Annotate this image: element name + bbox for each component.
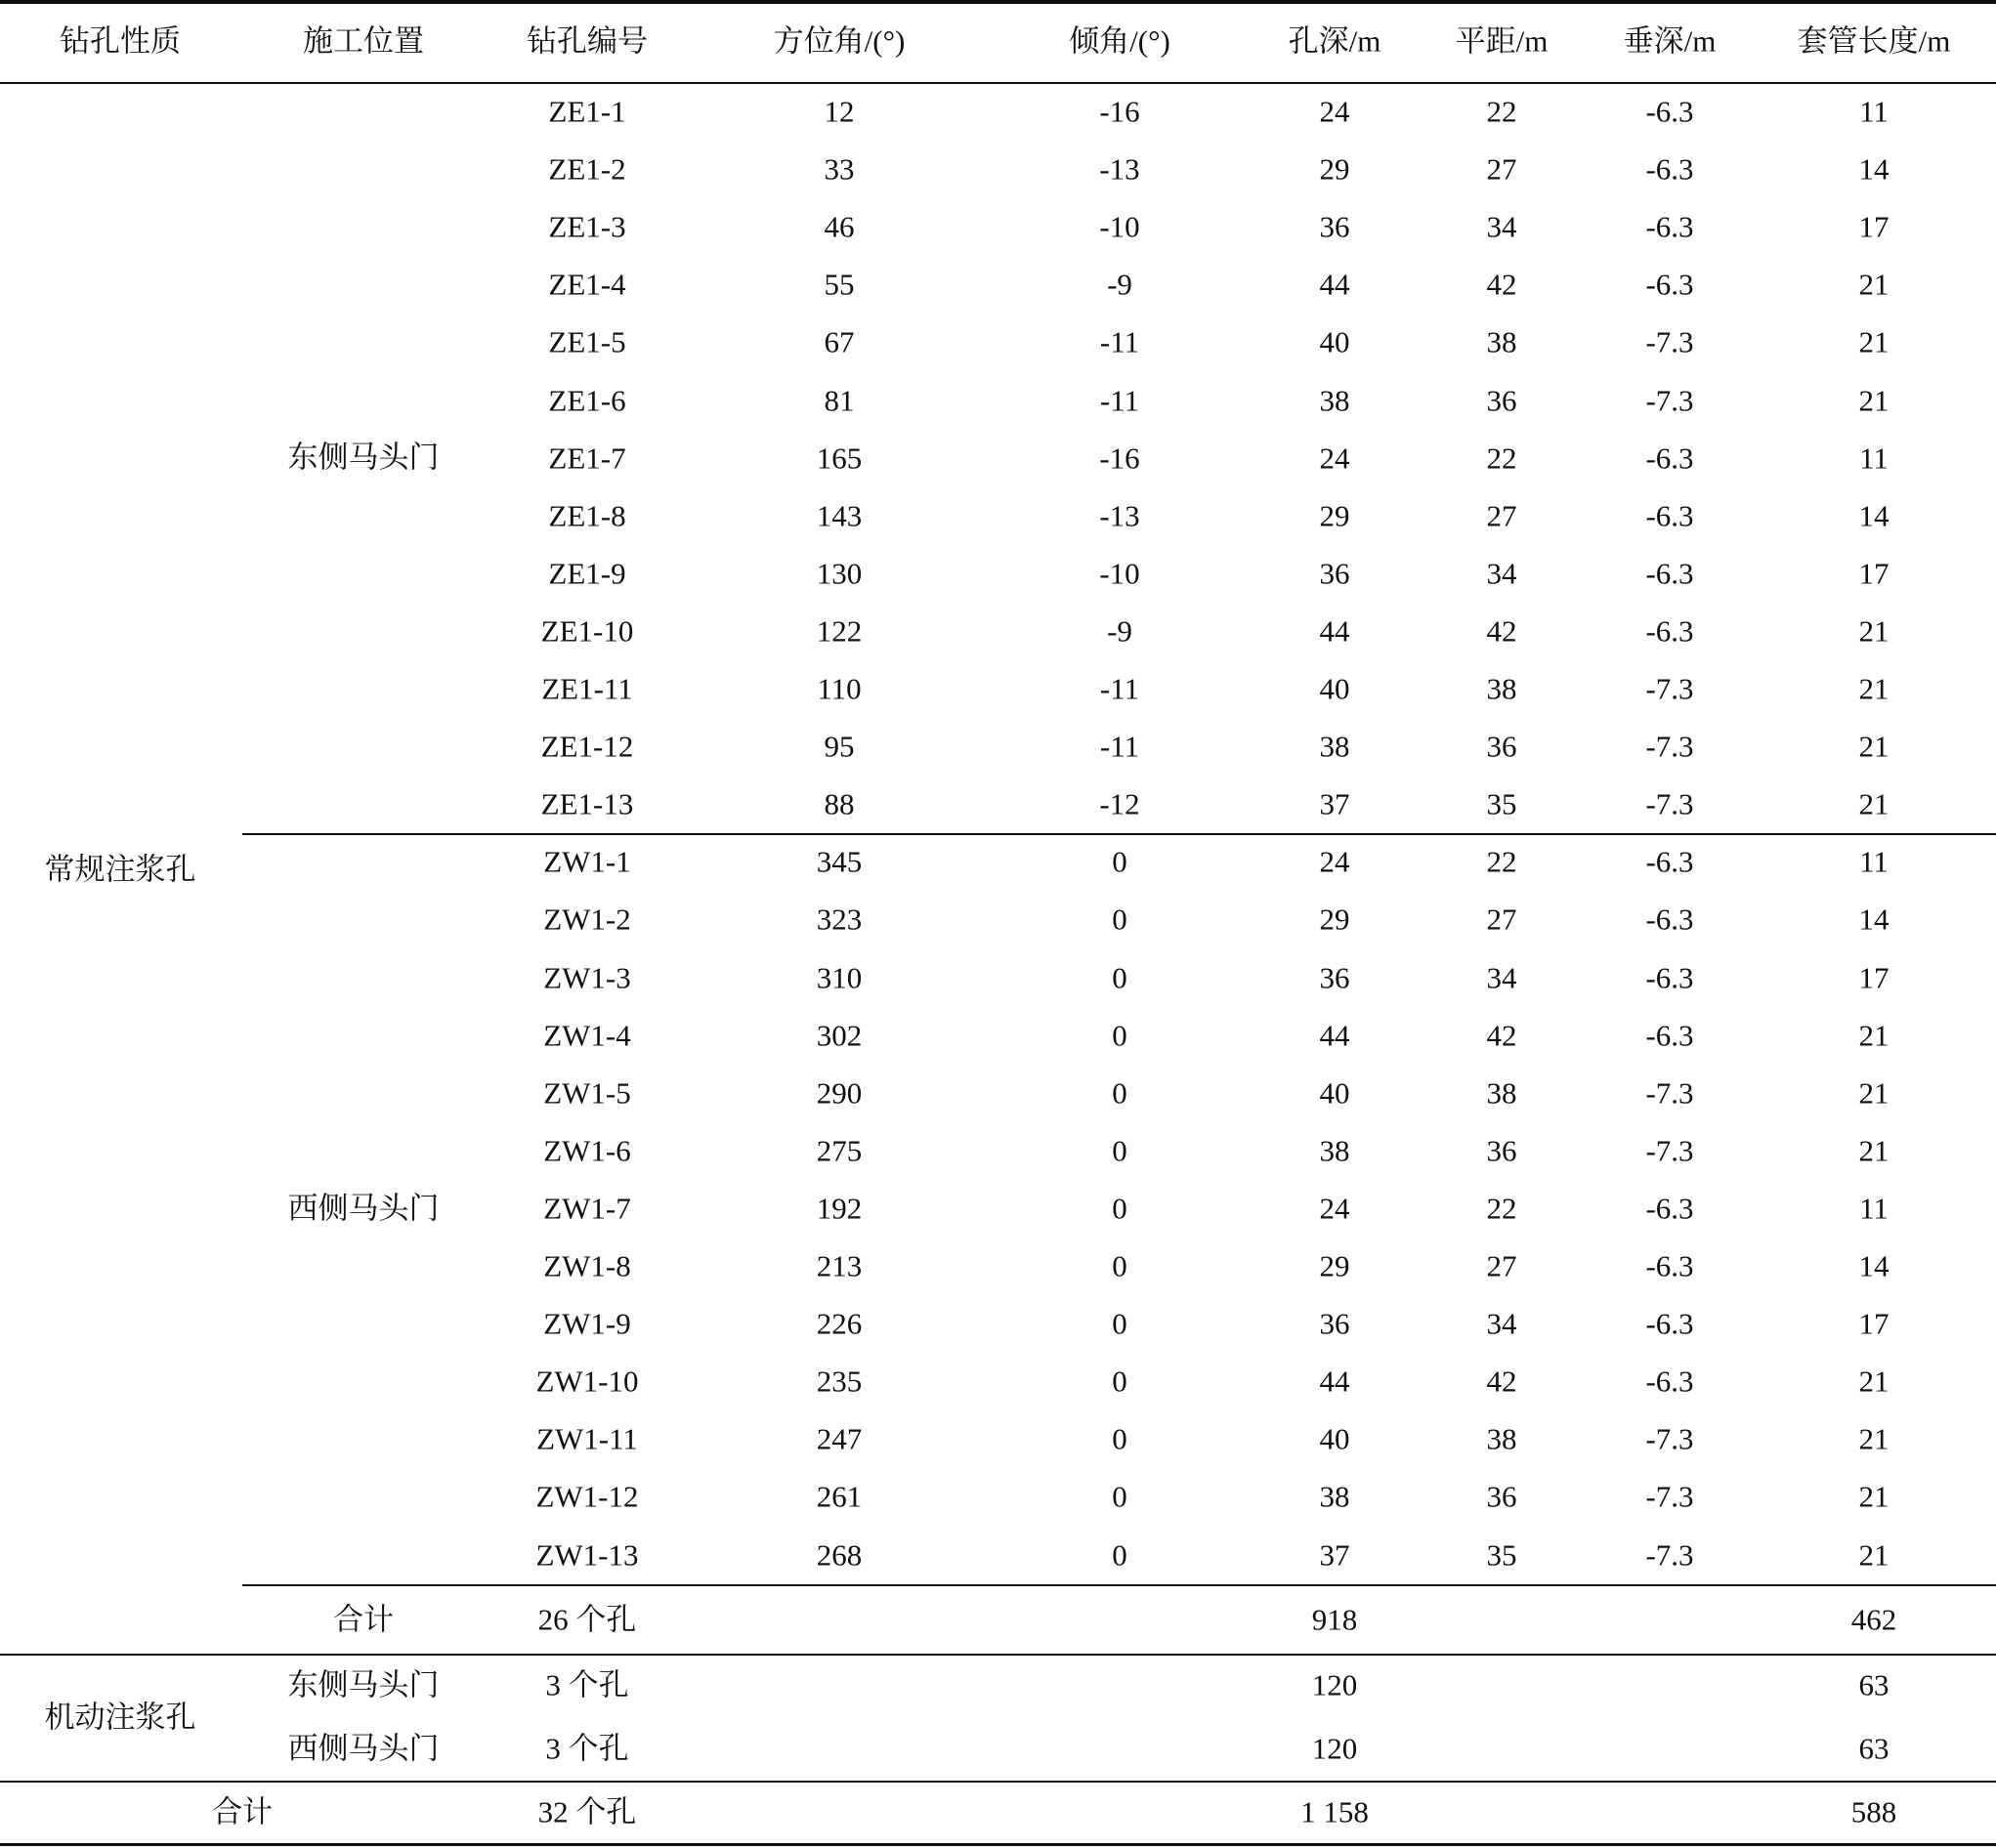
mobile-depth: 120 — [1311, 1667, 1358, 1702]
east-row-hole-id: ZE1-6 — [548, 383, 626, 417]
west-row-horizontal-distance: 42 — [1486, 1364, 1517, 1399]
mobile-hole-count: 3 个孔 — [545, 1667, 629, 1702]
subtotal-casing: 462 — [1850, 1602, 1897, 1637]
west-row-hole-depth: 24 — [1319, 1191, 1350, 1226]
east-west-divider — [242, 833, 1996, 835]
east-location-label: 东侧马头门 — [287, 440, 440, 475]
east-row-casing-length: 17 — [1858, 556, 1890, 591]
east-row-hole-id: ZE1-12 — [540, 729, 634, 764]
east-row-vertical-depth: -7.3 — [1645, 324, 1694, 359]
east-row-dip: -9 — [1107, 613, 1132, 649]
west-row-vertical-depth: -6.3 — [1645, 902, 1694, 937]
east-row-casing-length: 21 — [1858, 671, 1890, 706]
west-row-hole-id: ZW1-3 — [543, 960, 631, 994]
west-row-horizontal-distance: 27 — [1486, 902, 1517, 937]
west-row-azimuth: 290 — [816, 1075, 863, 1111]
west-row-horizontal-distance: 35 — [1486, 1537, 1517, 1572]
east-row-horizontal-distance: 35 — [1486, 786, 1517, 821]
west-row-hole-id: ZW1-10 — [535, 1364, 639, 1399]
mobile-location: 西侧马头门 — [287, 1731, 440, 1766]
east-row-dip: -12 — [1099, 786, 1140, 821]
east-row-casing-length: 11 — [1859, 94, 1889, 129]
conventional-group-label: 常规注浆孔 — [44, 852, 196, 887]
west-row-dip: 0 — [1112, 902, 1127, 937]
west-row-hole-id: ZW1-12 — [535, 1479, 639, 1514]
east-row-hole-id: ZE1-8 — [548, 498, 626, 533]
east-row-horizontal-distance: 22 — [1486, 94, 1517, 129]
header-cell: 平距/m — [1455, 23, 1549, 59]
west-row-casing-length: 17 — [1858, 960, 1890, 994]
east-row-dip: -9 — [1107, 267, 1132, 302]
east-row-dip: -11 — [1099, 324, 1140, 359]
total-casing: 588 — [1850, 1794, 1897, 1829]
east-row-vertical-depth: -7.3 — [1645, 383, 1694, 417]
east-row-hole-depth: 40 — [1319, 324, 1350, 359]
west-row-casing-length: 17 — [1858, 1306, 1890, 1341]
west-row-azimuth: 213 — [816, 1248, 863, 1283]
east-row-horizontal-distance: 22 — [1486, 441, 1517, 476]
west-row-vertical-depth: -6.3 — [1645, 1364, 1694, 1399]
east-row-dip: -11 — [1099, 729, 1140, 764]
west-row-vertical-depth: -7.3 — [1645, 1133, 1694, 1168]
east-row-azimuth: 12 — [824, 94, 855, 129]
east-row-horizontal-distance: 34 — [1486, 209, 1517, 244]
header-cell: 孔深/m — [1288, 23, 1381, 59]
total-depth: 1 158 — [1300, 1794, 1369, 1829]
west-row-hole-depth: 38 — [1319, 1133, 1350, 1168]
east-row-casing-length: 14 — [1858, 498, 1890, 533]
west-row-hole-depth: 36 — [1319, 960, 1350, 994]
west-row-dip: 0 — [1112, 1421, 1127, 1456]
mobile-location: 东侧马头门 — [287, 1667, 440, 1702]
mobile-group-rule — [0, 1654, 1996, 1656]
subtotal-label: 合计 — [333, 1602, 394, 1637]
header-cell: 方位角/(°) — [773, 23, 906, 59]
header-rule — [0, 82, 1996, 84]
east-row-horizontal-distance: 36 — [1486, 383, 1517, 417]
east-row-dip: -10 — [1099, 209, 1140, 244]
east-row-azimuth: 165 — [816, 441, 863, 476]
east-row-azimuth: 122 — [816, 613, 863, 649]
header-cell: 倾角/(°) — [1069, 23, 1170, 59]
west-row-azimuth: 235 — [816, 1364, 863, 1399]
west-row-casing-length: 21 — [1858, 1018, 1890, 1053]
east-row-vertical-depth: -6.3 — [1645, 498, 1694, 533]
east-row-horizontal-distance: 42 — [1486, 267, 1517, 302]
west-row-hole-depth: 36 — [1319, 1306, 1350, 1341]
subtotal-hole-count: 26 个孔 — [537, 1602, 637, 1637]
west-row-dip: 0 — [1112, 1306, 1127, 1341]
east-row-vertical-depth: -6.3 — [1645, 267, 1694, 302]
east-row-vertical-depth: -7.3 — [1645, 729, 1694, 764]
east-row-hole-depth: 24 — [1319, 94, 1350, 129]
west-row-azimuth: 302 — [816, 1018, 863, 1053]
west-row-casing-length: 21 — [1858, 1133, 1890, 1168]
west-row-vertical-depth: -6.3 — [1645, 1306, 1694, 1341]
west-row-azimuth: 226 — [816, 1306, 863, 1341]
west-row-horizontal-distance: 27 — [1486, 1248, 1517, 1283]
east-row-vertical-depth: -6.3 — [1645, 151, 1694, 187]
west-row-casing-length: 21 — [1858, 1364, 1890, 1399]
west-row-vertical-depth: -6.3 — [1645, 1191, 1694, 1226]
header-cell: 钻孔性质 — [60, 23, 181, 59]
east-row-azimuth: 130 — [816, 556, 863, 591]
west-row-vertical-depth: -7.3 — [1645, 1421, 1694, 1456]
east-row-dip: -16 — [1099, 441, 1140, 476]
east-row-vertical-depth: -6.3 — [1645, 94, 1694, 129]
east-row-vertical-depth: -7.3 — [1645, 671, 1694, 706]
west-row-horizontal-distance: 22 — [1486, 1191, 1517, 1226]
west-row-hole-depth: 38 — [1319, 1479, 1350, 1514]
east-row-azimuth: 143 — [816, 498, 863, 533]
east-row-hole-depth: 44 — [1319, 267, 1350, 302]
west-row-hole-id: ZW1-7 — [543, 1191, 631, 1226]
west-row-casing-length: 14 — [1858, 902, 1890, 937]
west-row-vertical-depth: -7.3 — [1645, 1075, 1694, 1111]
west-row-vertical-depth: -6.3 — [1645, 1018, 1694, 1053]
west-row-casing-length: 21 — [1858, 1537, 1890, 1572]
east-row-casing-length: 21 — [1858, 383, 1890, 417]
east-row-casing-length: 21 — [1858, 613, 1890, 649]
west-row-azimuth: 310 — [816, 960, 863, 994]
west-row-azimuth: 275 — [816, 1133, 863, 1168]
header-cell: 施工位置 — [303, 23, 424, 59]
east-row-azimuth: 33 — [824, 151, 855, 187]
east-row-hole-id: ZE1-5 — [548, 324, 626, 359]
west-row-azimuth: 247 — [816, 1421, 863, 1456]
header-cell: 钻孔编号 — [527, 23, 648, 59]
west-row-horizontal-distance: 42 — [1486, 1018, 1517, 1053]
west-row-vertical-depth: -7.3 — [1645, 1479, 1694, 1514]
mobile-casing: 63 — [1858, 1731, 1890, 1766]
subtotal-rule — [242, 1584, 1996, 1586]
east-row-hole-depth: 29 — [1319, 151, 1350, 187]
west-row-hole-id: ZW1-13 — [535, 1537, 639, 1572]
east-row-hole-depth: 36 — [1319, 209, 1350, 244]
total-rule — [0, 1781, 1996, 1783]
west-row-dip: 0 — [1112, 1133, 1127, 1168]
east-row-azimuth: 55 — [824, 267, 855, 302]
east-row-horizontal-distance: 34 — [1486, 556, 1517, 591]
west-row-azimuth: 323 — [816, 902, 863, 937]
west-row-horizontal-distance: 22 — [1486, 844, 1517, 879]
east-row-horizontal-distance: 27 — [1486, 498, 1517, 533]
west-row-dip: 0 — [1112, 960, 1127, 994]
east-row-azimuth: 46 — [824, 209, 855, 244]
west-row-dip: 0 — [1112, 1248, 1127, 1283]
west-row-azimuth: 192 — [816, 1191, 863, 1226]
west-row-dip: 0 — [1112, 1364, 1127, 1399]
west-row-horizontal-distance: 36 — [1486, 1133, 1517, 1168]
east-row-hole-depth: 44 — [1319, 613, 1350, 649]
total-hole-count: 32 个孔 — [537, 1794, 637, 1829]
east-row-hole-id: ZE1-3 — [548, 209, 626, 244]
west-row-dip: 0 — [1112, 1018, 1127, 1053]
west-row-hole-depth: 37 — [1319, 1537, 1350, 1572]
east-row-vertical-depth: -6.3 — [1645, 613, 1694, 649]
east-row-hole-depth: 29 — [1319, 498, 1350, 533]
east-row-azimuth: 95 — [824, 729, 855, 764]
west-row-hole-depth: 29 — [1319, 902, 1350, 937]
east-row-hole-id: ZE1-10 — [540, 613, 634, 649]
west-row-horizontal-distance: 36 — [1486, 1479, 1517, 1514]
east-row-casing-length: 17 — [1858, 209, 1890, 244]
west-row-hole-depth: 40 — [1319, 1075, 1350, 1111]
east-row-hole-depth: 37 — [1319, 786, 1350, 821]
west-location-label: 西侧马头门 — [287, 1191, 440, 1226]
east-row-dip: -16 — [1099, 94, 1140, 129]
west-row-hole-id: ZW1-1 — [543, 844, 631, 879]
west-row-casing-length: 21 — [1858, 1479, 1890, 1514]
west-row-horizontal-distance: 34 — [1486, 1306, 1517, 1341]
subtotal-depth: 918 — [1311, 1602, 1358, 1637]
east-row-hole-id: ZE1-1 — [548, 94, 626, 129]
east-row-horizontal-distance: 42 — [1486, 613, 1517, 649]
west-row-hole-id: ZW1-4 — [543, 1018, 631, 1053]
east-row-hole-id: ZE1-7 — [548, 441, 626, 476]
west-row-hole-id: ZW1-11 — [536, 1421, 638, 1456]
east-row-casing-length: 11 — [1859, 441, 1889, 476]
west-row-dip: 0 — [1112, 844, 1127, 879]
west-row-hole-depth: 40 — [1319, 1421, 1350, 1456]
west-row-hole-depth: 44 — [1319, 1018, 1350, 1053]
total-label: 合计 — [212, 1794, 273, 1829]
west-row-vertical-depth: -6.3 — [1645, 960, 1694, 994]
east-row-hole-depth: 40 — [1319, 671, 1350, 706]
east-row-casing-length: 21 — [1858, 729, 1890, 764]
east-row-casing-length: 21 — [1858, 267, 1890, 302]
west-row-dip: 0 — [1112, 1479, 1127, 1514]
west-row-horizontal-distance: 38 — [1486, 1421, 1517, 1456]
east-row-vertical-depth: -6.3 — [1645, 209, 1694, 244]
west-row-casing-length: 11 — [1859, 844, 1889, 879]
mobile-group-label: 机动注浆孔 — [44, 1700, 196, 1735]
east-row-hole-id: ZE1-13 — [540, 786, 634, 821]
east-row-casing-length: 14 — [1858, 151, 1890, 187]
east-row-hole-depth: 24 — [1319, 441, 1350, 476]
east-row-dip: -13 — [1099, 498, 1140, 533]
west-row-vertical-depth: -6.3 — [1645, 1248, 1694, 1283]
east-row-hole-depth: 36 — [1319, 556, 1350, 591]
mobile-casing: 63 — [1858, 1667, 1890, 1702]
west-row-dip: 0 — [1112, 1537, 1127, 1572]
west-row-vertical-depth: -6.3 — [1645, 844, 1694, 879]
east-row-dip: -13 — [1099, 151, 1140, 187]
east-row-horizontal-distance: 38 — [1486, 671, 1517, 706]
west-row-hole-depth: 24 — [1319, 844, 1350, 879]
east-row-horizontal-distance: 36 — [1486, 729, 1517, 764]
east-row-hole-depth: 38 — [1319, 729, 1350, 764]
east-row-dip: -10 — [1099, 556, 1140, 591]
west-row-casing-length: 21 — [1858, 1075, 1890, 1111]
table-bottom-rule — [0, 1843, 1996, 1846]
west-row-hole-id: ZW1-6 — [543, 1133, 631, 1168]
west-row-horizontal-distance: 38 — [1486, 1075, 1517, 1111]
east-row-vertical-depth: -7.3 — [1645, 786, 1694, 821]
east-row-dip: -11 — [1099, 671, 1140, 706]
west-row-dip: 0 — [1112, 1191, 1127, 1226]
west-row-horizontal-distance: 34 — [1486, 960, 1517, 994]
west-row-vertical-depth: -7.3 — [1645, 1537, 1694, 1572]
west-row-azimuth: 261 — [816, 1479, 863, 1514]
west-row-casing-length: 14 — [1858, 1248, 1890, 1283]
table-top-rule — [0, 0, 1996, 4]
east-row-horizontal-distance: 38 — [1486, 324, 1517, 359]
east-row-azimuth: 110 — [817, 671, 862, 706]
west-row-hole-depth: 29 — [1319, 1248, 1350, 1283]
mobile-hole-count: 3 个孔 — [545, 1731, 629, 1766]
east-row-azimuth: 67 — [824, 324, 855, 359]
east-row-hole-id: ZE1-2 — [548, 151, 626, 187]
west-row-azimuth: 345 — [816, 844, 863, 879]
east-row-casing-length: 21 — [1858, 786, 1890, 821]
west-row-hole-id: ZW1-2 — [543, 902, 631, 937]
west-row-casing-length: 11 — [1859, 1191, 1889, 1226]
header-cell: 垂深/m — [1623, 23, 1717, 59]
east-row-azimuth: 88 — [824, 786, 855, 821]
mobile-depth: 120 — [1311, 1731, 1358, 1766]
east-row-azimuth: 81 — [824, 383, 855, 417]
west-row-dip: 0 — [1112, 1075, 1127, 1111]
east-row-hole-id: ZE1-9 — [548, 556, 626, 591]
header-cell: 套管长度/m — [1797, 23, 1951, 59]
east-row-hole-depth: 38 — [1319, 383, 1350, 417]
west-row-hole-depth: 44 — [1319, 1364, 1350, 1399]
east-row-hole-id: ZE1-11 — [541, 671, 633, 706]
east-row-horizontal-distance: 27 — [1486, 151, 1517, 187]
east-row-vertical-depth: -6.3 — [1645, 556, 1694, 591]
west-row-hole-id: ZW1-5 — [543, 1075, 631, 1111]
west-row-hole-id: ZW1-8 — [543, 1248, 631, 1283]
west-row-hole-id: ZW1-9 — [543, 1306, 631, 1341]
west-row-casing-length: 21 — [1858, 1421, 1890, 1456]
east-row-hole-id: ZE1-4 — [548, 267, 626, 302]
west-row-azimuth: 268 — [816, 1537, 863, 1572]
east-row-dip: -11 — [1099, 383, 1140, 417]
east-row-casing-length: 21 — [1858, 324, 1890, 359]
east-row-vertical-depth: -6.3 — [1645, 441, 1694, 476]
